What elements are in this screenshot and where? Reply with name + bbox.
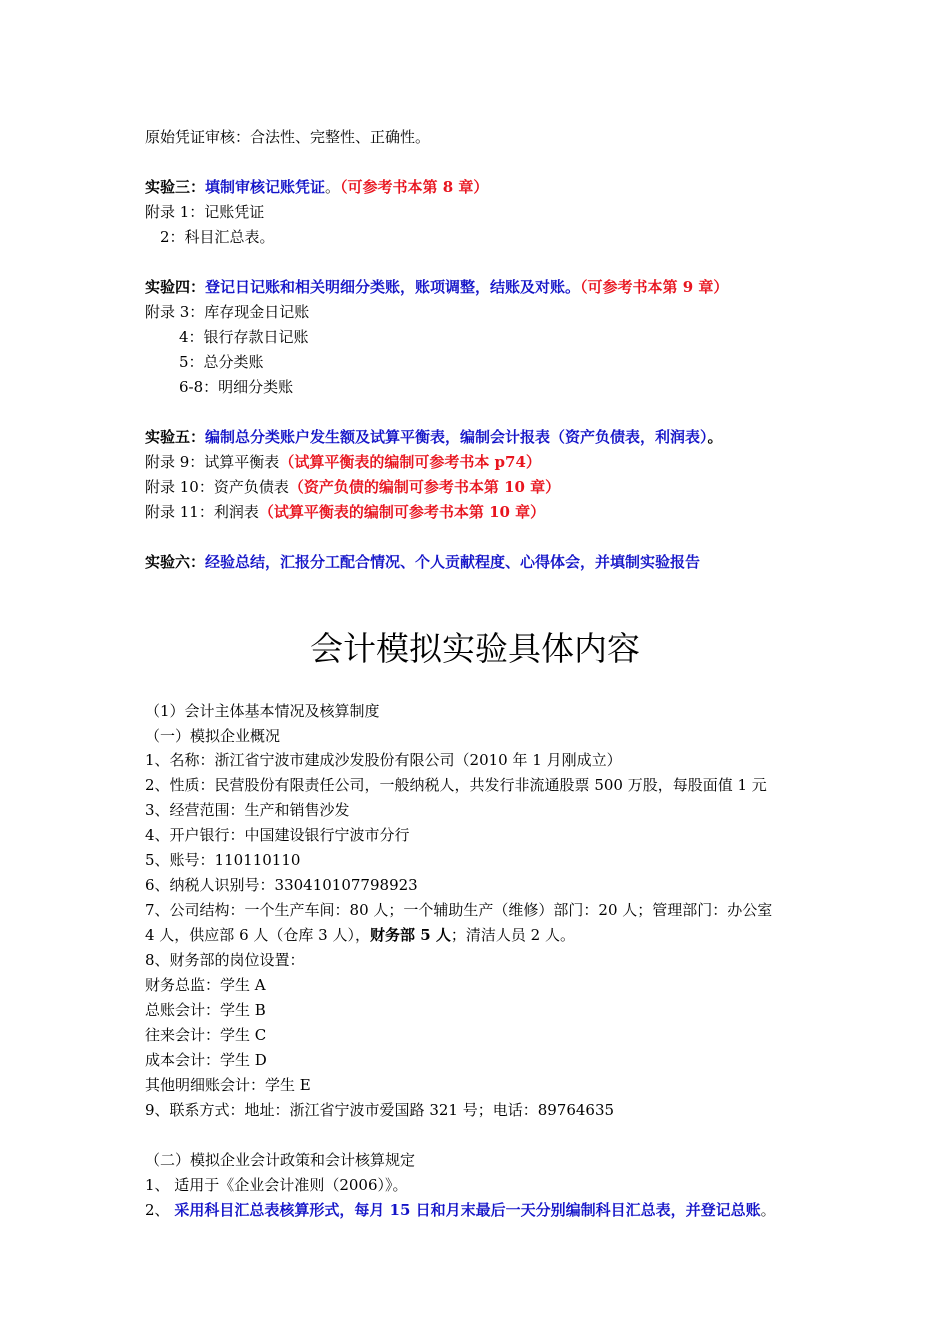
subsection-2-heading: （二）模拟企业会计政策和会计核算规定: [145, 1151, 416, 1169]
appendix-2: 2：科目汇总表。: [160, 228, 275, 246]
exp5-end: 。: [707, 428, 723, 446]
appendix-9-note: （试算平衡表的编制可参考书本 p74）: [279, 453, 541, 471]
appendix-3: 附录 3：库存现金日记账: [145, 303, 310, 321]
exp4-note: （可参考书本第 9 章）: [580, 278, 729, 296]
exp5-label: 实验五：: [145, 428, 206, 446]
exp3-note: （可参考书本第 8 章）: [340, 178, 489, 196]
role-receivables: 往来会计：学生 C: [145, 1026, 267, 1044]
item-structure-cont: [145, 925, 575, 945]
item-bank: 4、开户银行：中国建设银行宁波市分行: [145, 826, 410, 844]
policy-2: [145, 1200, 776, 1220]
item-account: 5、账号：110110110: [145, 851, 301, 869]
appendix-11-text: 附录 11：利润表: [145, 503, 259, 521]
exp3-text: 填制审核记账凭证: [205, 178, 326, 196]
policy-2-text: 采用科目汇总表核算形式，每月 15 日和月末最后一天分别编制科目汇总表，并登记总账: [174, 1201, 761, 1219]
section-1-heading: （1）会计主体基本情况及核算制度: [145, 702, 380, 720]
appendix-4: 4：银行存款日记账: [179, 328, 309, 346]
exp4-heading: [145, 277, 728, 297]
item-structure: 7、公司结构：一个生产车间：80 人；一个辅助生产（维修）部门：20 人；管理部门：办公室: [145, 901, 773, 919]
item-positions: 8、财务部的岗位设置：: [145, 951, 305, 969]
role-general-ledger: 总账会计：学生 B: [145, 1001, 266, 1019]
structure-post: ；清洁人员 2 人。: [450, 926, 575, 944]
appendix-5: 5：总分类账: [179, 353, 264, 371]
exp6-text: 经验总结，汇报分工配合情况、个人贡献程度、心得体会，并填制实验报告: [205, 553, 701, 571]
policy-1: 1、 适用于《企业会计准则（2006）》。: [145, 1176, 408, 1194]
policy-2-end: 。: [760, 1201, 776, 1219]
exp3-sep: 。: [325, 178, 341, 196]
item-nature: 2、性质：民营股份有限责任公司，一般纳税人，共发行非流通股票 500 万股，每股面值 1 元: [145, 776, 767, 794]
exp5-heading: [145, 427, 723, 447]
role-other: 其他明细账会计：学生 E: [145, 1076, 311, 1094]
item-name: 1、名称：浙江省宁波市建成沙发股份有限公司（2010 年 1 月刚成立）: [145, 751, 622, 769]
appendix-11-note: （试算平衡表的编制可参考书本第 10 章）: [258, 503, 546, 521]
appendix-9-text: 附录 9：试算平衡表: [145, 453, 280, 471]
role-cfo: 财务总监：学生 A: [145, 976, 266, 994]
appendix-9: [145, 452, 541, 472]
item-tax-id: 6、纳税人识别号：330410107798923: [145, 876, 418, 894]
appendix-1: 附录 1：记账凭证: [145, 203, 265, 221]
appendix-10-note: （资产负债的编制可参考书本第 10 章）: [288, 478, 561, 496]
exp3-heading: [145, 177, 488, 197]
exp3-label: 实验三：: [145, 178, 206, 196]
structure-finance: 财务部 5 人: [369, 926, 451, 944]
exp5-text: 编制总分类账户发生额及试算平衡表，编制会计报表（资产负债表，利润表）: [205, 428, 708, 446]
role-cost: 成本会计：学生 D: [145, 1051, 267, 1069]
exp4-label: 实验四：: [145, 278, 206, 296]
exp6-heading: [145, 552, 700, 572]
appendix-6-8: 6-8：明细分类账: [179, 378, 294, 396]
subsection-1-heading: （一）模拟企业概况: [145, 727, 281, 745]
page-title: 会计模拟实验具体内容: [310, 629, 640, 668]
structure-pre: 4 人，供应部 6 人（仓库 3 人），: [145, 926, 370, 944]
exp4-text: 登记日记账和相关明细分类账，账项调整，结账及对账。: [205, 278, 581, 296]
item-scope: 3、经营范围：生产和销售沙发: [145, 801, 350, 819]
exp6-label: 实验六：: [145, 553, 206, 571]
appendix-11: [145, 502, 545, 522]
item-contact: 9、联系方式：地址：浙江省宁波市爱国路 321 号；电话：89764635: [145, 1101, 615, 1119]
appendix-10-text: 附录 10：资产负债表: [145, 478, 289, 496]
policy-2-num: 2、: [145, 1201, 175, 1219]
appendix-10: [145, 477, 560, 497]
audit-line: 原始凭证审核：合法性、完整性、正确性。: [145, 128, 431, 146]
